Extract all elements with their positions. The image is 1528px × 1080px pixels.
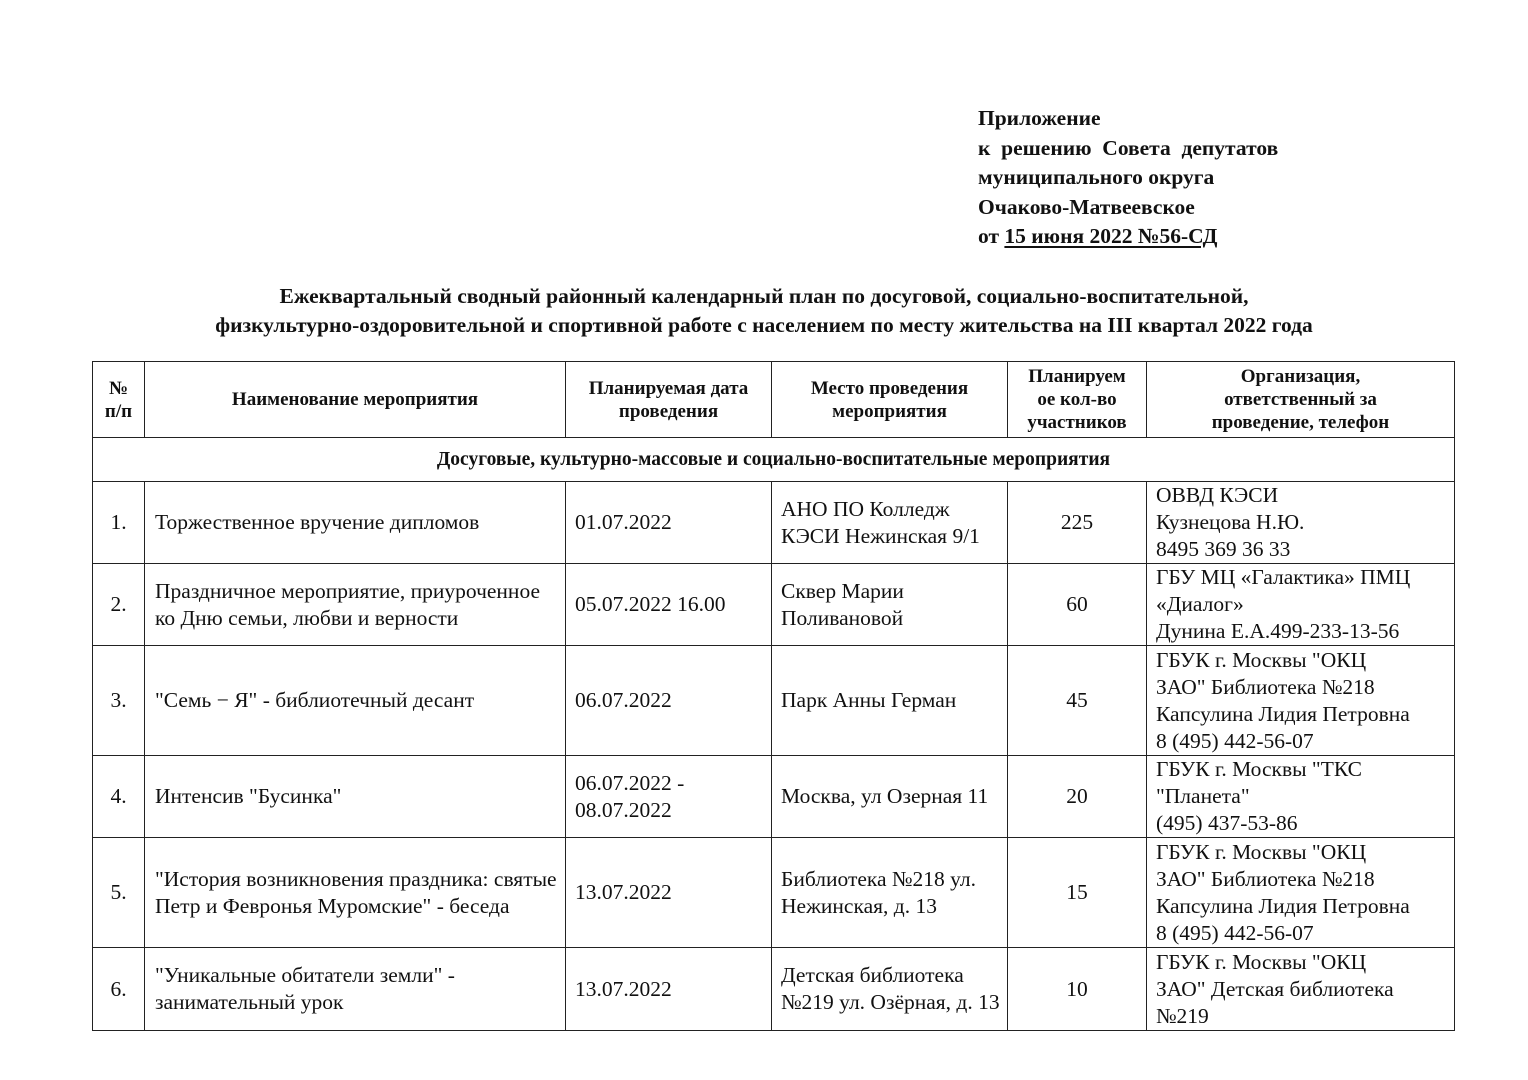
document-title-line-2: физкультурно-оздоровительной и спортивной работе с населением по месту жительства на III квартал 2022 года [215, 313, 1313, 337]
header-number: № п/п [93, 362, 145, 438]
appendix-line-3: муниципального округа [978, 165, 1215, 189]
document-title [90, 282, 1438, 340]
row-number: 4. [93, 756, 145, 838]
event-name: "Семь − Я" - библиотечный десант [145, 646, 566, 756]
event-date: 06.07.2022 [566, 646, 772, 756]
organization: ОВВД КЭСИ Кузнецова Н.Ю. 8495 369 36 33 [1147, 482, 1455, 564]
document-title-line-1: Ежеквартальный сводный районный календарный план по досуговой, социально-воспитательной, [279, 284, 1249, 308]
section-title: Досуговые, культурно-массовые и социально-воспитательные мероприятия [93, 438, 1455, 482]
table-row [93, 564, 1455, 646]
row-number: 1. [93, 482, 145, 564]
header-date: Планируемая дата проведения [566, 362, 772, 438]
appendix-line-2: к решению Совета депутатов [978, 135, 1279, 160]
event-place: АНО ПО Колледж КЭСИ Нежинская 9/1 [772, 482, 1008, 564]
appendix-date-prefix: от [978, 224, 1005, 248]
table-row [93, 838, 1455, 948]
table-row [93, 756, 1455, 838]
row-number: 5. [93, 838, 145, 948]
event-name: Интенсив "Бусинка" [145, 756, 566, 838]
appendix-line-4: Очаково-Матвеевское [978, 194, 1195, 219]
organization: ГБУК г. Москвы "ТКС "Планета" (495) 437-53-86 [1147, 756, 1455, 838]
appendix-line-5 [978, 222, 1278, 252]
participant-count: 15 [1008, 838, 1147, 948]
row-number: 2. [93, 564, 145, 646]
event-date: 05.07.2022 16.00 [566, 564, 772, 646]
header-place: Место проведения мероприятия [772, 362, 1008, 438]
organization: ГБУК г. Москвы "ОКЦ ЗАО" Детская библиотека №219 [1147, 948, 1455, 1031]
organization: ГБУК г. Москвы "ОКЦ ЗАО" Библиотека №218 Капсулина Лидия Петровна 8 (495) 442-56-07 [1147, 838, 1455, 948]
organization: ГБУК г. Москвы "ОКЦ ЗАО" Библиотека №218 Капсулина Лидия Петровна 8 (495) 442-56-07 [1147, 646, 1455, 756]
event-place: Библиотека №218 ул. Нежинская, д. 13 [772, 838, 1008, 948]
table-row [93, 482, 1455, 564]
event-date: 01.07.2022 [566, 482, 772, 564]
event-place: Москва, ул Озерная 11 [772, 756, 1008, 838]
participant-count: 225 [1008, 482, 1147, 564]
header-organization: Организация, ответственный за проведение, телефон [1147, 362, 1455, 438]
section-row [93, 438, 1455, 482]
header-participants: Планируем ое кол-во участников [1008, 362, 1147, 438]
appendix-block [978, 104, 1278, 252]
event-name: "Уникальные обитатели земли" - занимательный урок [145, 948, 566, 1031]
participant-count: 10 [1008, 948, 1147, 1031]
event-date: 06.07.2022 - 08.07.2022 [566, 756, 772, 838]
organization: ГБУ МЦ «Галактика» ПМЦ «Диалог» Дунина Е.А.499-233-13-56 [1147, 564, 1455, 646]
event-name: Праздничное мероприятие, приуроченное ко Дню семьи, любви и верности [145, 564, 566, 646]
row-number: 3. [93, 646, 145, 756]
event-name: "История возникновения праздника: святые Петр и Февронья Муромские" - беседа [145, 838, 566, 948]
table-header-row [93, 362, 1455, 438]
event-place: Парк Анны Герман [772, 646, 1008, 756]
events-table [92, 361, 1455, 1031]
event-date: 13.07.2022 [566, 948, 772, 1031]
appendix-line-1: Приложение [978, 106, 1101, 130]
row-number: 6. [93, 948, 145, 1031]
participant-count: 60 [1008, 564, 1147, 646]
participant-count: 20 [1008, 756, 1147, 838]
appendix-decision-ref: 15 июня 2022 №56-СД [1004, 224, 1218, 248]
table-row [93, 646, 1455, 756]
header-event-name: Наименование мероприятия [145, 362, 566, 438]
event-date: 13.07.2022 [566, 838, 772, 948]
event-name: Торжественное вручение дипломов [145, 482, 566, 564]
table-row [93, 948, 1455, 1031]
participant-count: 45 [1008, 646, 1147, 756]
event-place: Детская библиотека №219 ул. Озёрная, д. 13 [772, 948, 1008, 1031]
event-place: Сквер Марии Поливановой [772, 564, 1008, 646]
